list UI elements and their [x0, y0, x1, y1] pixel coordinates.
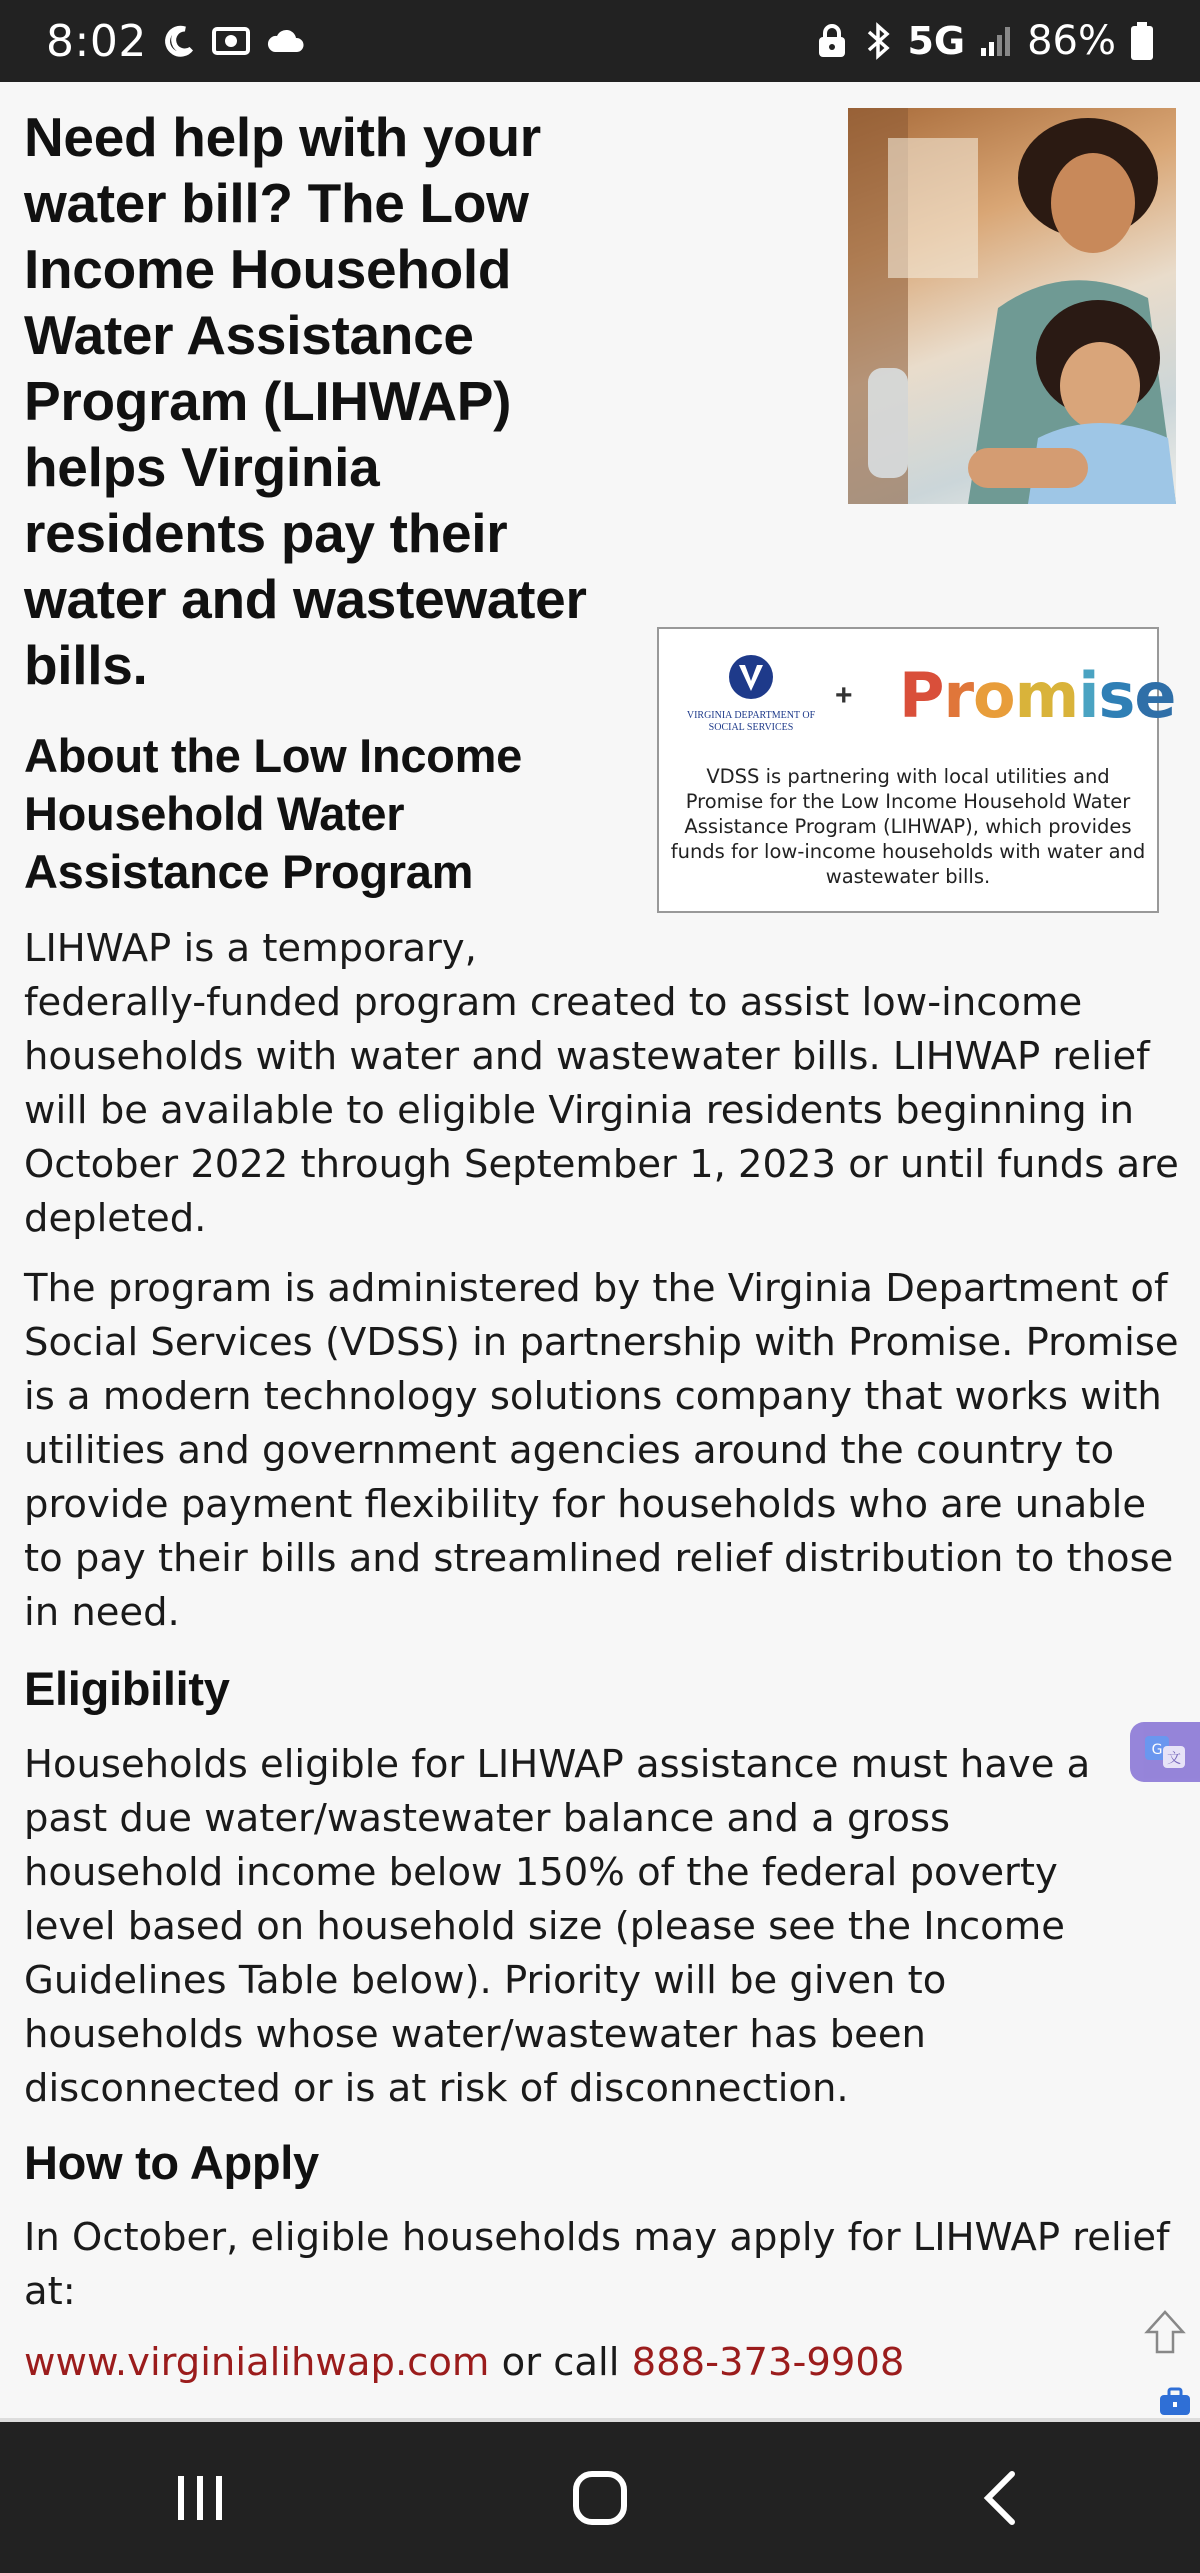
web-page-content[interactable]: [0, 82, 1200, 2422]
about-paragraph-2: The program is administered by the Virginia Department of Social Services (VDSS) in partnership with Promise. Promise is a modern technology solutions company that works with utilities and government agencies around the country to provide payment flexibility for households who are unable to pay their bills and streamlined relief distribution to those in need.: [24, 1266, 1179, 1635]
media-icon: [211, 24, 251, 58]
lock-icon: [815, 23, 849, 59]
back-icon: [978, 2468, 1022, 2528]
moon-icon: [161, 23, 197, 59]
translate-button[interactable]: [1130, 1722, 1200, 1782]
plus-sign: +: [835, 679, 853, 712]
about-paragraph-1-rest: federally-funded program created to assist low-income households with water and wastewater bills. LIHWAP relief will be available to eligible Virginia residents beginning in October 2022 through September 1, 2023 or until funds are depleted.: [24, 980, 1179, 1241]
scroll-to-top-button[interactable]: [1140, 2307, 1190, 2357]
bluetooth-icon: [863, 22, 893, 60]
cloud-icon: [265, 26, 305, 56]
partnership-card: [657, 627, 1176, 913]
battery-percent: 86%: [1027, 18, 1116, 64]
about-paragraph-1-line1: LIHWAP is a temporary,: [24, 926, 477, 971]
how-to-apply-heading: How to Apply: [24, 2136, 319, 2189]
home-button[interactable]: [500, 2448, 700, 2548]
hero-image-mother-and-child: [848, 108, 1176, 504]
eligibility-paragraph: Households eligible for LIHWAP assistance must have a past due water/wastewater balance and a gross household income below 150% of the federal poverty level based on household size (please see the Income Guidelines Table below). Priority will be given to households whose water/wastewater has been disconnected or is at risk of disconnection.: [24, 1742, 1091, 2111]
apply-or-call-text: or call: [489, 2340, 632, 2385]
recent-apps-button[interactable]: [100, 2448, 300, 2548]
status-bar: [0, 0, 1200, 82]
signal-icon: [979, 24, 1013, 58]
status-time: 8:02: [46, 15, 147, 67]
svg-text:文: 文: [1167, 1751, 1181, 1767]
network-type: 5G: [907, 19, 966, 63]
vdss-logo: [681, 653, 821, 734]
vdss-logo-text: VIRGINIA DEPARTMENT OF SOCIAL SERVICES: [686, 710, 816, 733]
android-nav-bar: [0, 2422, 1200, 2573]
apply-phone-link[interactable]: 888-373-9908: [631, 2340, 905, 2385]
translate-icon: [1143, 1732, 1187, 1772]
recent-apps-icon: [172, 2470, 228, 2526]
back-button[interactable]: [900, 2448, 1100, 2548]
card-caption: VDSS is partnering with local utilities and Promise for the Low Income Household Water Assistance Program (LIHWAP), which provides funds for low-income households with water and wastewater bills.: [670, 765, 1146, 888]
svg-text:G: G: [1151, 1742, 1163, 1758]
battery-icon: [1130, 21, 1154, 61]
how-to-apply-paragraph: In October, eligible households may apply for LIHWAP relief at:: [24, 2215, 1170, 2314]
apply-website-link[interactable]: www.virginialihwap.com: [24, 2340, 490, 2385]
vdss-v-icon: [727, 653, 775, 701]
eligibility-heading: Eligibility: [24, 1662, 230, 1715]
arrow-up-icon: [1143, 2308, 1187, 2356]
briefcase-icon[interactable]: [1158, 2387, 1192, 2417]
apply-contact-line: [24, 2336, 1184, 2390]
about-heading: About the Low Income Household Water Assistance Program: [24, 729, 522, 898]
page-title: Need help with your water bill? The Low Income Household Water Assistance Program (LIHWAP) helps Virginia residents pay their water and wastewater bills.: [24, 106, 587, 696]
promise-logo: Promise: [899, 659, 1176, 732]
home-icon: [570, 2468, 630, 2528]
